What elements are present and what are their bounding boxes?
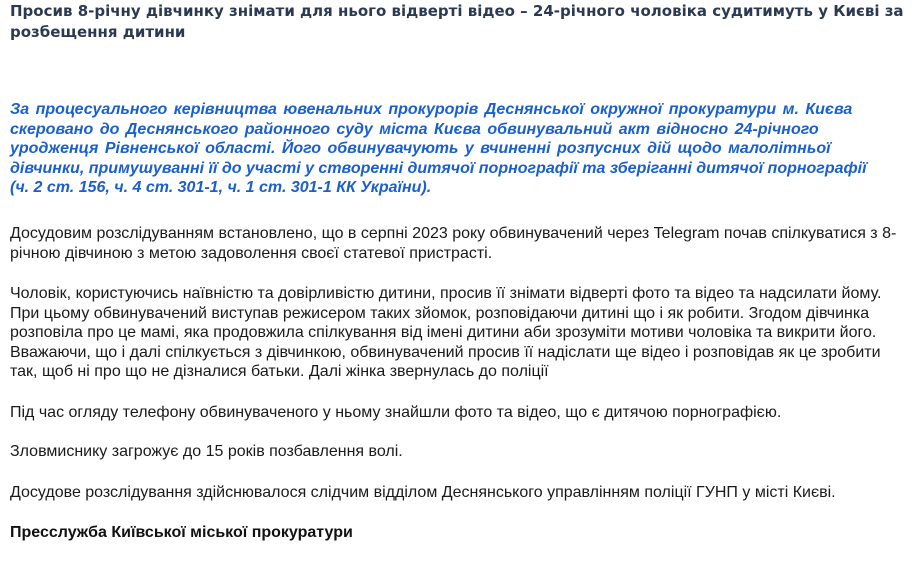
lead-line: уродженця Рівненської області. Його обвинувачують у вчиненні розпусних дій щодо малолітньої xyxy=(10,140,831,157)
article-lead xyxy=(10,100,867,198)
lead-line: дівчинки, примушуванні її до участі у створенні дитячої порнографії та зберіганні дитячої порнографії xyxy=(10,159,867,177)
paragraph-line: Вважаючи, що і далі спілкується з дівчинкою, обвинувачений просив її надіслати ще відео і розповідав як це зробити xyxy=(10,343,881,361)
article-title-line: Просив 8-річну дівчинку знімати для нього відверті відео – 24-річного чоловіка судитимуть у Києві за xyxy=(10,2,904,20)
article-title xyxy=(10,1,904,43)
paragraph-penalty: Зловмиснику загрожує до 15 років позбавлення волі. xyxy=(10,443,403,460)
paragraph-police: Досудове розслідування здійснювалося слідчим відділом Деснянського управлінням поліції ГУНП у місті Києві. xyxy=(10,484,836,501)
paragraph-line: так, щоб ні про що не дізналися батьки. Далі жінка звернулась до поліції xyxy=(10,363,549,380)
paragraph-phone-inspection: Під час огляду телефону обвинуваченого у ньому знайшли фото та відео, що є дитячою порнографією. xyxy=(10,404,782,421)
lead-line: скеровано до Деснянського районного суду міста Києва обвинувальний акт відносно 24-річного xyxy=(10,120,819,138)
paragraph-line: розповіла про це мамі, яка продовжила спілкування від імені дитини аби зрозуміти мотиви чоловіка та викрити його. xyxy=(10,324,877,341)
paragraph-details xyxy=(10,284,881,382)
article-title-line: розбещення дитини xyxy=(10,23,186,41)
paragraph-line: Чоловік, користуючись наївністю та довірливістю дитини, просив її знімати відверті фото та відео та надсилати йому. xyxy=(10,285,882,302)
paragraph-investigation xyxy=(10,224,896,263)
paragraph-line: річною дівчиною з метою задоволення своєї статевої пристрасті. xyxy=(10,244,493,262)
paragraph-line: При цьому обвинувачений виступав режисером таких зйомок, розповідаючи дитині що і як робити. Згодом дівчинка xyxy=(10,304,870,322)
lead-line: За процесуального керівництва ювенальних прокурорів Деснянської окружної прокуратури м. Києва xyxy=(10,101,853,118)
press-service-signature: Пресслужба Київської міської прокуратури xyxy=(10,524,353,541)
paragraph-line: Досудовим розслідуванням встановлено, що в серпні 2023 року обвинувачений через Telegram почав спілкуватися з 8- xyxy=(10,225,897,242)
lead-line: (ч. 2 ст. 156, ч. 4 ст. 301-1, ч. 1 ст. 301-1 КК України). xyxy=(10,179,432,196)
